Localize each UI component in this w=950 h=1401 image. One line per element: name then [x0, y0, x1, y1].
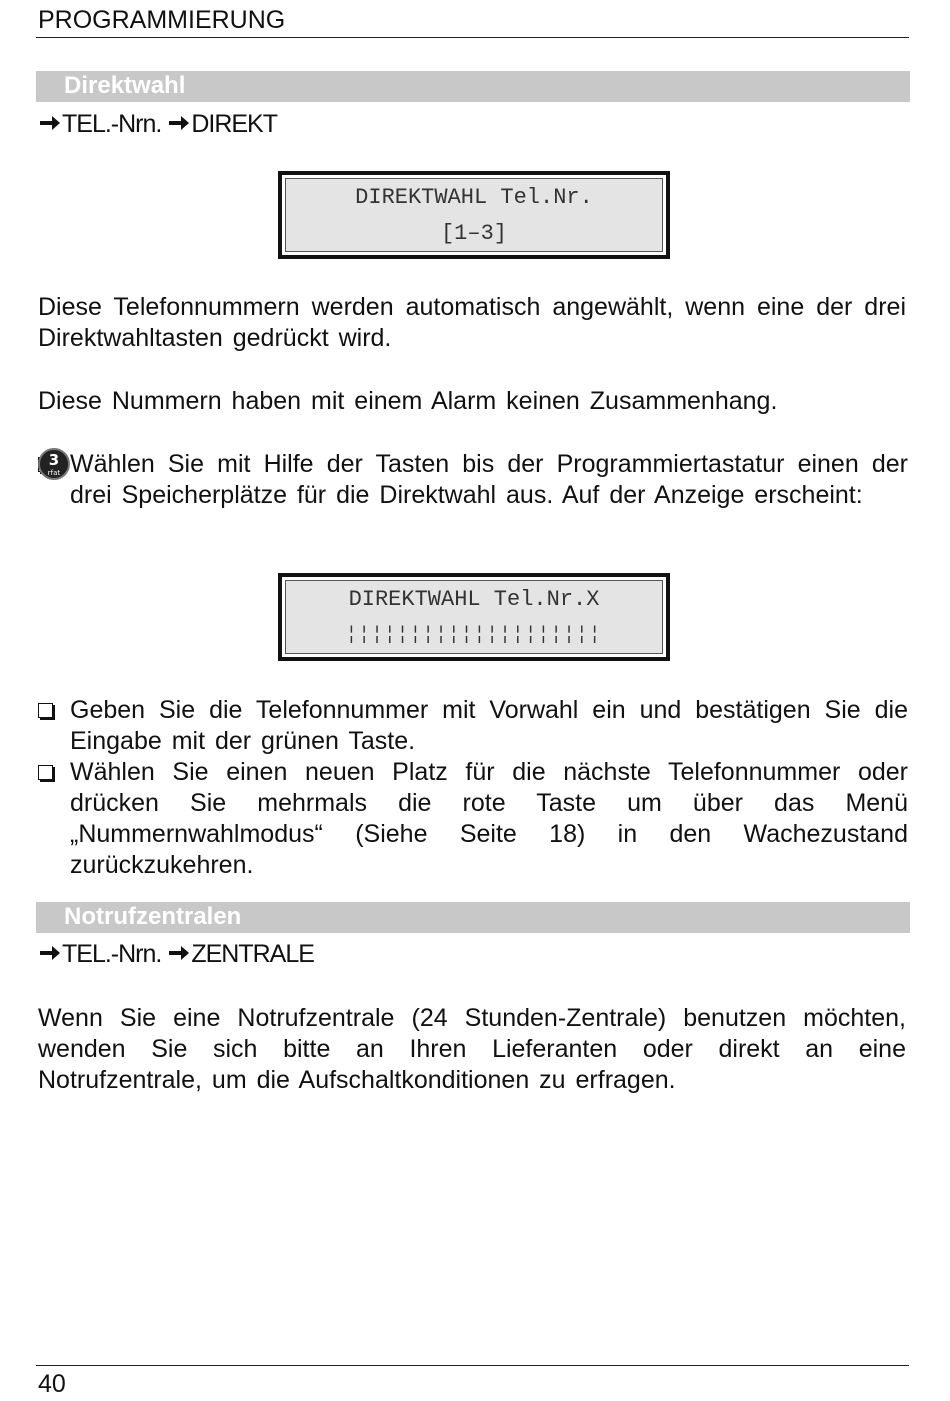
header-divider: [36, 37, 909, 38]
section-heading-direktwahl: [36, 71, 910, 102]
menu-path-part: ZENTRALE: [191, 940, 314, 968]
page-number: 40: [38, 1370, 66, 1398]
lcd-line-1: DIREKTWAHL Tel.Nr.: [355, 185, 593, 210]
lcd-display-direktwahl-x: [278, 573, 670, 661]
section-title: Direktwahl: [64, 72, 186, 99]
lcd-line-2: ¦¦¦¦¦¦¦¦¦¦¦¦¦¦¦¦¦¦¦¦: [345, 625, 603, 645]
list-item-text: Geben Sie die Telefonnummer mit Vorwahl ein und bestätigen Sie die Eingabe mit der grünen Taste.: [70, 696, 908, 755]
menu-path-part: TEL.-Nrn.: [62, 940, 162, 968]
menu-path-zentrale: [38, 940, 314, 969]
menu-path-part: DIREKT: [191, 110, 277, 138]
page-header-title: PROGRAMMIERUNG: [38, 6, 286, 34]
key-3-icon: [38, 448, 70, 480]
footer-divider: [36, 1365, 909, 1366]
section-title: Notrufzentralen: [64, 903, 242, 930]
arrow-right-icon: [38, 112, 62, 134]
list-item-text: Wählen Sie einen neuen Platz für die nächste Telefonnummer oder drücken Sie mehrmals die rote Taste um über das Menü „Nummernwahlmodus“ (Siehe Seite 18) in den Wachezustand zurückzukehren.: [70, 758, 908, 879]
arrow-right-icon: [167, 112, 191, 134]
lcd-line-2: [1–3]: [440, 221, 507, 246]
section-heading-notrufzentralen: [36, 902, 910, 933]
key-badge-number: 3: [48, 451, 60, 469]
checkbox-bullet-icon: [38, 765, 53, 780]
paragraph-notrufzentralen: Wenn Sie eine Notrufzentrale (24 Stunden-Zentrale) benutzen möchten, wenden Sie sich bitte an Ihren Lieferanten oder direkt an eine Notrufzentrale, um die Aufschaltkonditionen zu erfragen.: [38, 1004, 906, 1094]
menu-path-direktwahl: [38, 110, 277, 139]
checkbox-bullet-icon: [38, 703, 53, 718]
lcd-display-direktwahl: [278, 171, 670, 259]
arrow-right-icon: [167, 942, 191, 964]
key-badge-sub: rfat: [47, 469, 61, 477]
paragraph-direktwahl-intro: Diese Telefonnummern werden automatisch angewählt, wenn eine der drei Direktwahltasten gedrückt wird.: [38, 293, 906, 352]
lcd-line-1: DIREKTWAHL Tel.Nr.X: [348, 587, 600, 612]
menu-path-part: TEL.-Nrn.: [62, 110, 162, 138]
paragraph-direktwahl-note: Diese Nummern haben mit einem Alarm keinen Zusammenhang.: [38, 387, 778, 415]
step-text: Wählen Sie mit Hilfe der Tasten bis der Programmiertastatur einen der drei Speicherplätze für die Direktwahl aus. Auf der Anzeige erscheint:: [70, 450, 908, 509]
arrow-right-icon: [38, 942, 62, 964]
